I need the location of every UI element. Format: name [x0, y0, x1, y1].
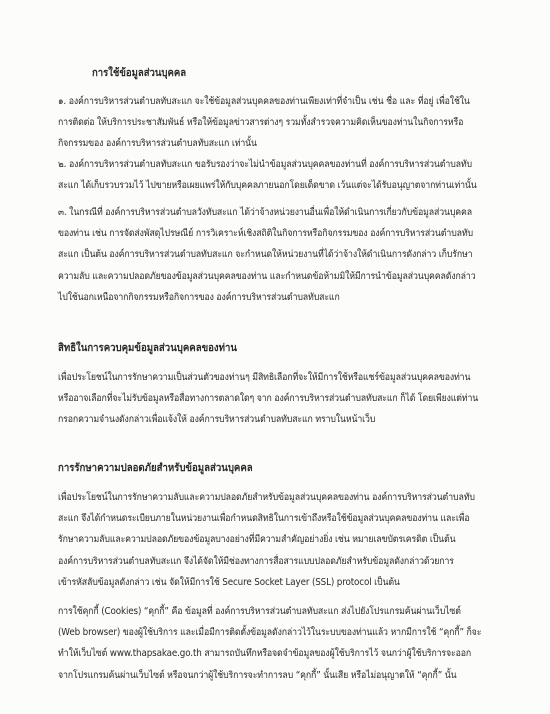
section-heading-control-rights: สิทธิในการควบคุมข้อมูลส่วนบุคคลของท่าน [58, 342, 237, 354]
text-line: กรอกความจำนงดังกล่าวเพื่อแจ้งให้ องค์การบริหารส่วนตำบลทับสะแก ทราบในหน้าเว็บ [58, 414, 376, 426]
text-line: ๑. องค์การบริหารส่วนตำบลทับสะแก จะใช้ข้อมูลส่วนบุคคลของท่านเพียงเท่าที่จำเป็น เช่น ชื่อ และ ที่อยู่ เพื่อใช้ใน [58, 96, 470, 107]
text-line: สะแก จึงได้กำหนดระเบียบภายในหน่วยงานเพื่อกำหนดสิทธิในการเข้าถึงหรือใช้ข้อมูลส่วนบุคคลของท่าน และเพื่อ [58, 513, 470, 525]
paragraph-cookies [58, 605, 550, 682]
text-line: การใช้คุกกี้ (Cookies) “คุกกี้” คือ ข้อมูลที่ องค์การบริหารส่วนตำบลทับสะแก ส่งไปยังโปรแกรมค้นผ่านเว็บไซต์ [58, 606, 461, 617]
text-line: ไปใช้นอกเหนือจากกิจกรรมหรือกิจการของ องค์การบริหารส่วนตำบลทับสะแก [58, 291, 340, 303]
paragraph-control-rights [58, 371, 550, 426]
text-line: จากโปรแกรมค้นผ่านเว็บไซต์ หรือจนกว่าผู้ใช้บริการจะทำการลบ “คุกกี้” นั้นเสีย หรือไม่อนุญาตให้ “คุกกี้” นั้น [58, 669, 457, 681]
text-line: ๓. ในกรณีที่ องค์การบริหารส่วนตำบลวังทับสะแก ได้ว่าจ้างหน่วยงานอื่นเพื่อให้ดำเนินการเกี่ยวกับข้อมูลส่วนบุคคล [58, 207, 472, 218]
text-line: เข้ารหัสลับข้อมูลดังกล่าว เช่น จัดให้มีการใช้ Secure Socket Layer (SSL) protocol เป็นต้น [58, 576, 400, 588]
text-line: กิจกรรมของ องค์การบริหารส่วนตำบลทับสะแก เท่านั้น [58, 138, 257, 150]
text-line: สะแก เป็นต้น องค์การบริหารส่วนตำบลทับสะแก จะกำหนดให้หน่วยงานที่ได้ว่าจ้างให้ดำเนินการดังกล่าว เก็บรักษา [58, 249, 473, 261]
section-heading-personal-data-use: การใช้ข้อมูลส่วนบุคคล [92, 67, 187, 79]
text-line: หรืออาจเลือกที่จะไม่รับข้อมูลหรือสื่อทางการตลาดใดๆ จาก องค์การบริหารส่วนตำบลทับสะแก ก็ได้ โดยเพียงแต่ท่าน [58, 393, 479, 405]
paragraph-3 [58, 206, 550, 304]
text-line: ทำให้เว็บไซต์ www.thapsakae.go.th สามารถบันทึกหรือจดจำข้อมูลของผู้ใช้บริการไว้ จนกว่าผู้ใช้บริการจะออก [58, 648, 472, 660]
text-line: เพื่อประโยชน์ในการรักษาความลับและความปลอดภัยสำหรับข้อมูลส่วนบุคคลของท่าน องค์การบริหารส่วนตำบลทับ [58, 492, 475, 503]
text-line: ๒. องค์การบริหารส่วนตำบลทับสะแก ขอรับรองว่าจะไม่นำข้อมูลส่วนบุคคลของท่านที่ องค์การบริหารส่วนตำบลทับ [58, 159, 472, 170]
text-line: เพื่อประโยชน์ในการรักษาความเป็นส่วนตัวของท่านๆ มีสิทธิเลือกที่จะให้มีการใช้หรือแชร์ข้อมูลส่วนบุคคลของท่าน [58, 372, 471, 383]
text-line: ของท่าน เช่น การจัดส่งพัสดุไปรษณีย์ การวิเคราะห์เชิงสถิติในกิจการหรือกิจกรรมของ องค์การบริหารส่วนตำบลทับ [58, 228, 473, 240]
text-line: องค์การบริหารส่วนตำบลทับสะแก จึงได้จัดให้มีช่องทางการสื่อสารแบบปลอดภัยสำหรับข้อมูลดังกล่าวด้วยการ [58, 555, 454, 567]
text-line: รักษาความลับและความปลอดภัยของข้อมูลบางอย่างที่มีความสำคัญอย่างยิ่ง เช่น หมายเลขบัตรเครดิต เป็นต้น [58, 534, 456, 546]
text-line: สะแก ได้เก็บรวบรวมไว้ ไปขายหรือเผยแพร่ให้กับบุคคลภายนอกโดยเด็ดขาด เว้นแต่จะได้รับอนุญาตจากท่านเท่านั้น [58, 180, 477, 192]
section-heading-security: การรักษาความปลอดภัยสำหรับข้อมูลส่วนบุคคล [58, 462, 253, 474]
paragraph-2 [58, 158, 550, 192]
paragraph-security [58, 491, 550, 589]
paragraph-1 [58, 95, 550, 150]
text-line: ความลับ และความปลอดภัยของข้อมูลส่วนบุคคลของท่าน และกำหนดข้อห้ามมิให้มีการนำข้อมูลส่วนบุคคลดังกล่าว [58, 270, 476, 282]
text-line: (Web browser) ของผู้ใช้บริการ และเมื่อมีการติดตั้งข้อมูลดังกล่าวไว้ในระบบของท่านแล้ว หากมีการใช้ “คุกกี้” ก็จะ [58, 627, 482, 639]
text-line: การติดต่อ ให้บริการประชาสัมพันธ์ หรือให้ข้อมูลข่าวสารต่างๆ รวมทั้งสำรวจความคิดเห็นของท่านในกิจการหรือ [58, 117, 464, 129]
